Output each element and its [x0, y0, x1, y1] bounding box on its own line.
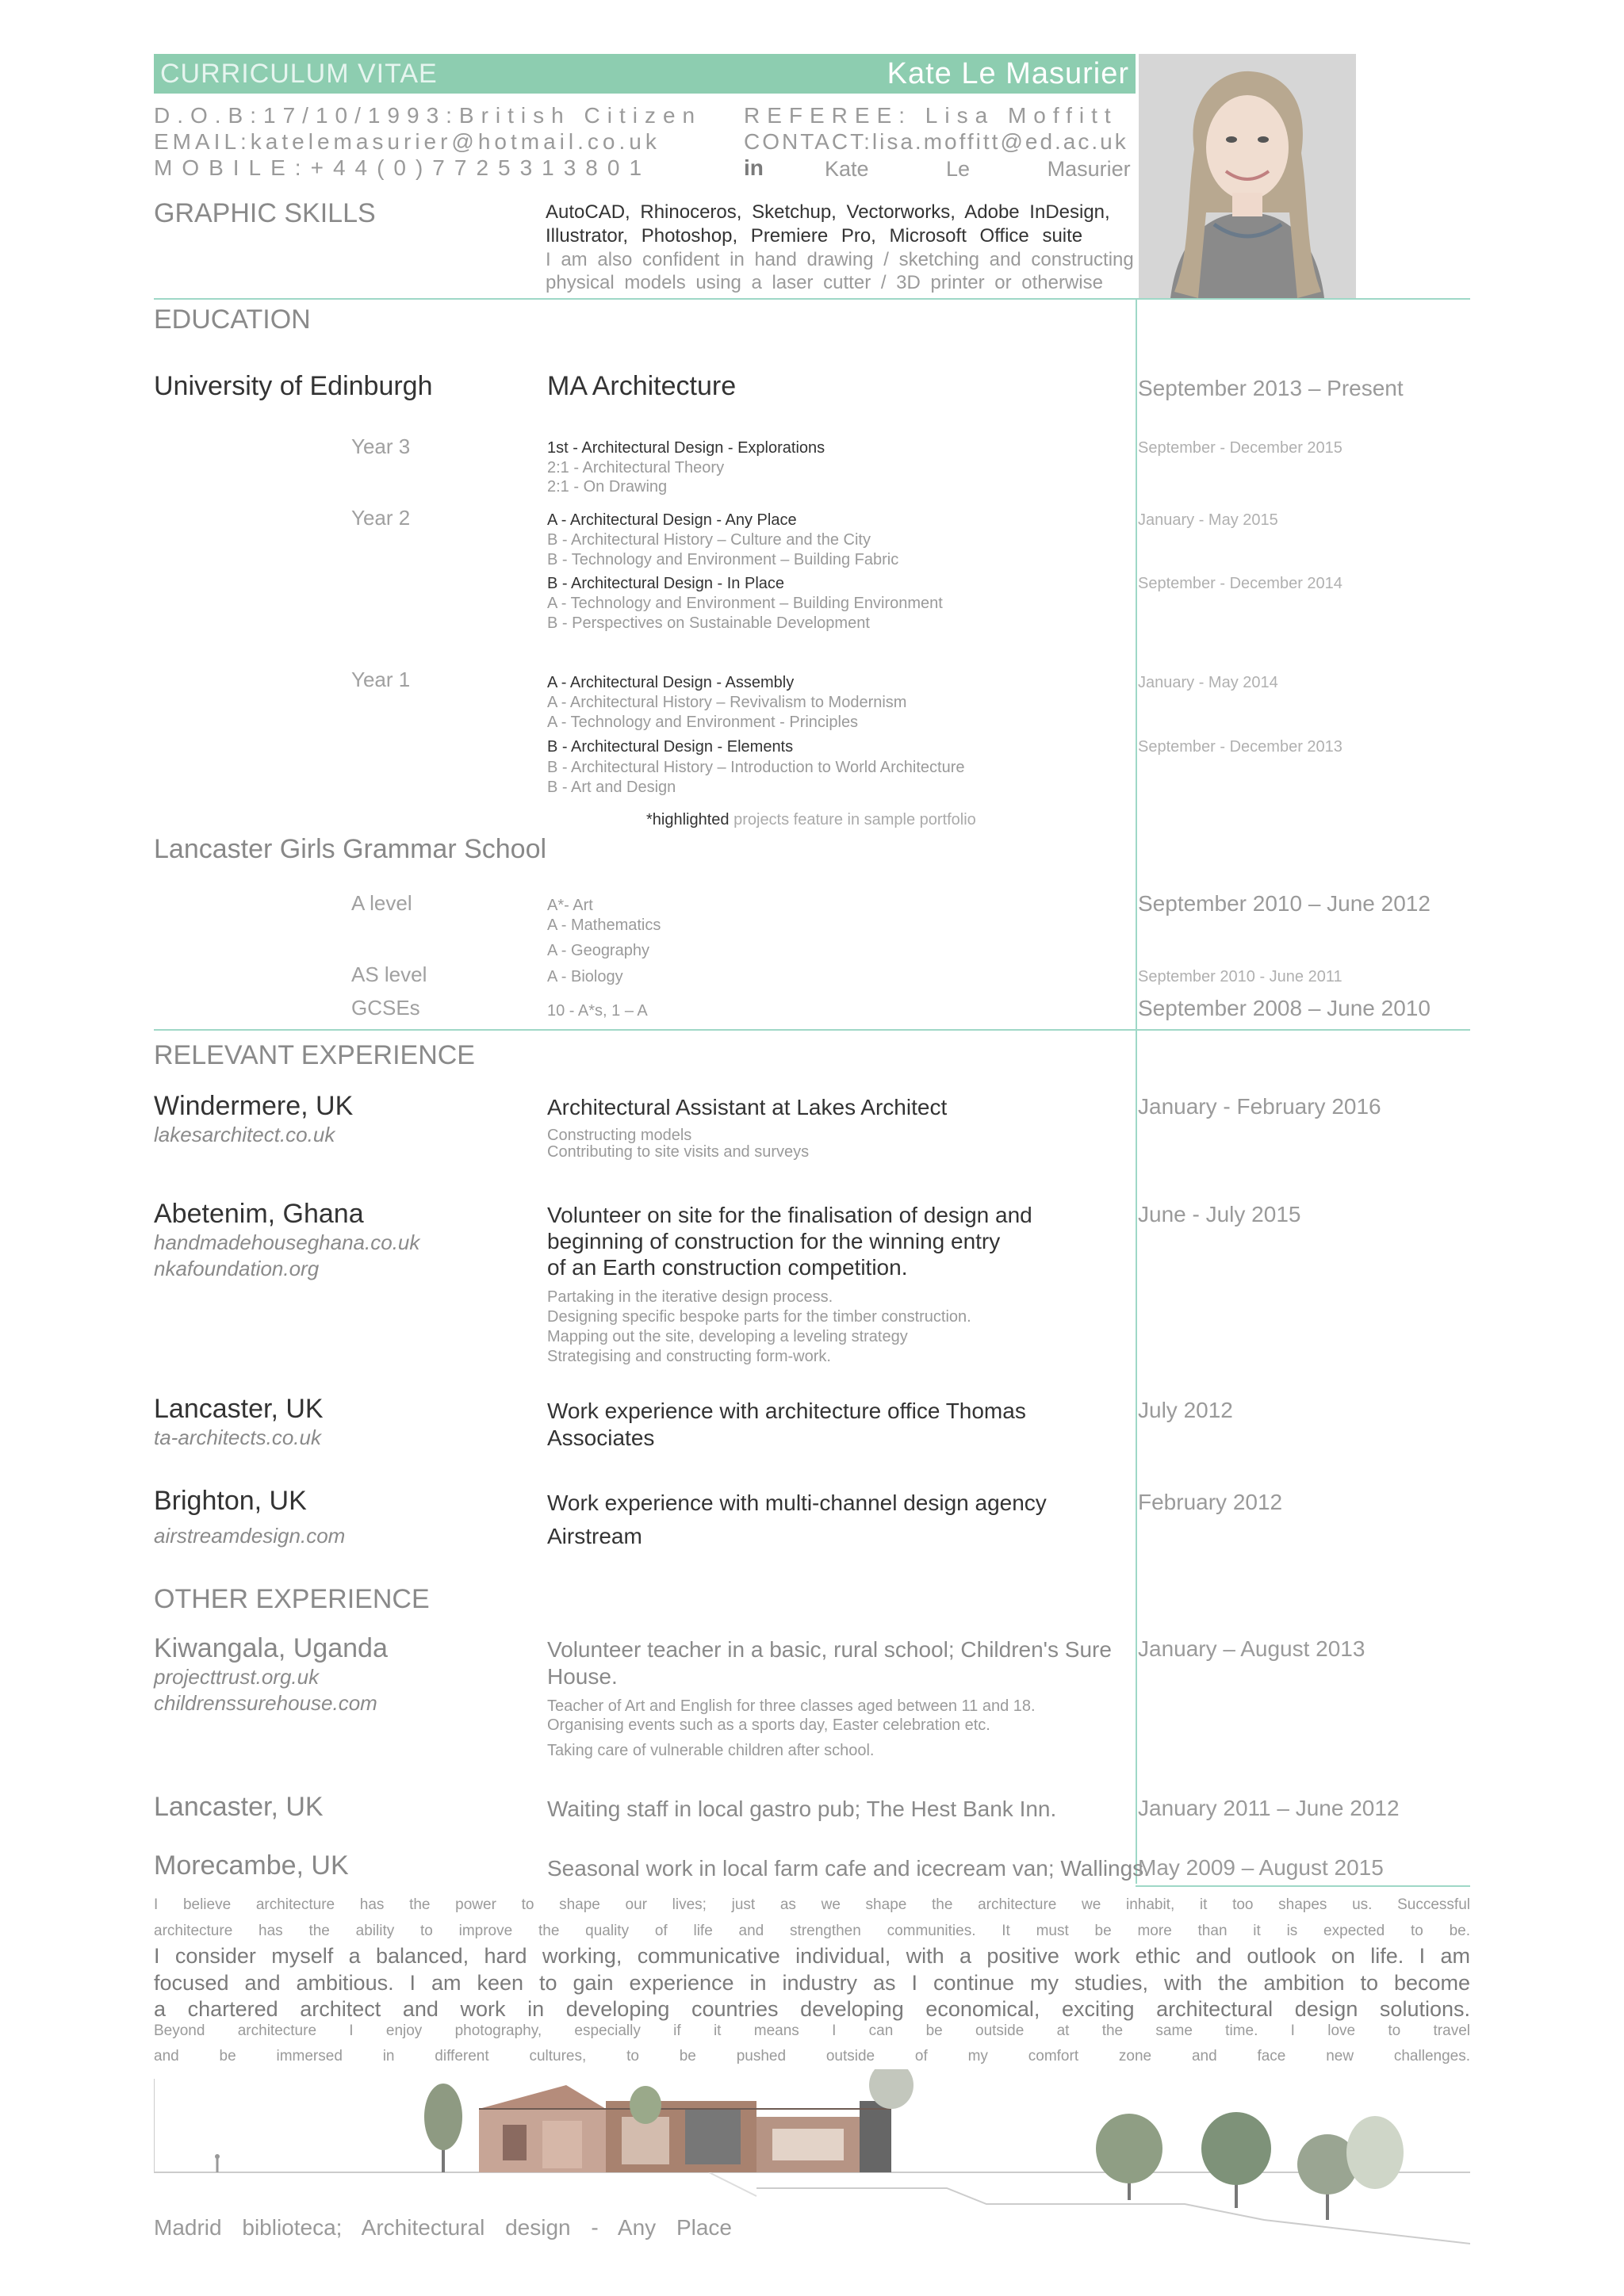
exp-3-website[interactable]: ta-architects.co.uk: [154, 1425, 321, 1449]
email-text: EMAIL:katelemasurier@hotmail.co.uk: [154, 129, 661, 154]
skills-line-1: AutoCAD, Rhinoceros, Sketchup, Vectorworks, Adobe InDesign,: [546, 201, 1110, 223]
y1-course-e: B - Architectural History – Introduction to World Architecture: [547, 759, 965, 776]
header-bar: [154, 54, 1136, 94]
other-heading: OTHER EXPERIENCE: [154, 1584, 430, 1614]
skills-line-3: I am also confident in hand drawing / sketching and constructing: [546, 249, 1134, 270]
other-1-website-1[interactable]: projecttrust.org.uk: [154, 1665, 320, 1689]
dob-text: D.O.B:17/10/1993:British Citizen: [154, 103, 703, 128]
other-1-place: Kiwangala, Uganda: [154, 1633, 388, 1663]
y2-course-a: A - Architectural Design - Any Place: [547, 511, 797, 529]
skills-line-4: physical models using a laser cutter / 3D printer or otherwise: [546, 272, 1103, 293]
other-1-role-1: Volunteer teacher in a basic, rural school; Children's Sure: [547, 1637, 1112, 1662]
exp-1-date: January - February 2016: [1138, 1094, 1381, 1119]
y1-date-2: September - December 2013: [1138, 738, 1342, 756]
exp-2-detail-1: Partaking in the iterative design process.: [547, 1288, 833, 1306]
exp-2-date: June - July 2015: [1138, 1202, 1301, 1226]
y3-course-a: 1st - Architectural Design - Explorations: [547, 439, 825, 457]
statement-line-6: Beyond architecture I enjoy photography, especially if it means I can be outside at the same time. I love to travel: [154, 2022, 1470, 2039]
other-1-role-2: House.: [547, 1664, 618, 1689]
portfolio-note: [646, 811, 976, 829]
referee-text: REFEREE: Lisa Moffitt: [744, 103, 1118, 128]
exp-3-role-1: Work experience with architecture office Thomas: [547, 1399, 1026, 1423]
exp-2-website-1[interactable]: handmadehouseghana.co.uk: [154, 1230, 420, 1254]
gcse-label: GCSEs: [351, 996, 420, 1020]
a-level-date: September 2010 – June 2012: [1138, 891, 1431, 916]
other-1-website-2[interactable]: childrenssurehouse.com: [154, 1691, 377, 1715]
contact-text: CONTACT:lisa.moffitt@ed.ac.uk: [744, 129, 1128, 154]
y2-course-d: B - Architectural Design - In Place: [547, 575, 785, 592]
divider-other: [1136, 1885, 1470, 1887]
y3-course-b: 2:1 - Architectural Theory: [547, 459, 725, 476]
a-level-label: A level: [351, 891, 412, 915]
exp-1-place: Windermere, UK: [154, 1091, 354, 1121]
other-2-role: Waiting staff in local gastro pub; The Hest Bank Inn.: [547, 1797, 1057, 1821]
experience-heading: RELEVANT EXPERIENCE: [154, 1040, 475, 1070]
as-level-date: September 2010 - June 2011: [1138, 968, 1342, 985]
exp-3-place: Lancaster, UK: [154, 1394, 324, 1424]
statement-line-4: focused and ambitious. I am keen to gain experience in industry as I continue my studies, with the ambition to become: [154, 1971, 1470, 1995]
y2-course-f: B - Perspectives on Sustainable Development: [547, 614, 870, 632]
y3-course-c: 2:1 - On Drawing: [547, 478, 668, 496]
other-3-place: Morecambe, UK: [154, 1850, 349, 1881]
drawing-caption: Madrid biblioteca; Architectural design - Any Place: [154, 2215, 732, 2240]
y3-date: September - December 2015: [1138, 439, 1342, 457]
year-2-label: Year 2: [351, 506, 411, 530]
exp-2-role-1: Volunteer on site for the finalisation of design and: [547, 1203, 1032, 1227]
other-2-place: Lancaster, UK: [154, 1792, 324, 1822]
other-3-date: May 2009 – August 2015: [1138, 1855, 1384, 1880]
degree-name: MA Architecture: [547, 371, 737, 401]
other-3-role: Seasonal work in local farm cafe and icecream van; Wallings.: [547, 1856, 1150, 1881]
exp-2-place: Abetenim, Ghana: [154, 1199, 364, 1229]
school-name: Lancaster Girls Grammar School: [154, 834, 547, 864]
y1-course-f: B - Art and Design: [547, 779, 676, 796]
university-name: University of Edinburgh: [154, 371, 433, 401]
as-level-grade: A - Biology: [547, 968, 623, 985]
exp-4-role-1: Work experience with multi-channel design agency: [547, 1490, 1047, 1515]
y2-date-1: January - May 2015: [1138, 511, 1278, 529]
a-level-grade-c: A - Geography: [547, 942, 649, 959]
linkedin-text[interactable]: Kate Le Masurier: [825, 157, 1131, 181]
y2-course-c: B - Technology and Environment – Building Fabric: [547, 551, 899, 568]
other-1-date: January – August 2013: [1138, 1636, 1365, 1661]
portfolio-note-rest: projects feature in sample portfolio: [729, 811, 976, 828]
exp-1-detail-2: Contributing to site visits and surveys: [547, 1143, 810, 1161]
mobile-text: MOBILE:+44(0)7725313801: [154, 155, 652, 180]
a-level-grade-a: A*- Art: [547, 897, 593, 914]
education-heading: EDUCATION: [154, 304, 311, 335]
profile-photo: [1139, 54, 1356, 298]
y1-course-b: A - Architectural History – Revivalism to Modernism: [547, 694, 907, 711]
y1-course-d: B - Architectural Design - Elements: [547, 738, 794, 756]
degree-date: September 2013 – Present: [1138, 376, 1404, 400]
divider-education: [154, 1029, 1470, 1031]
y1-course-a: A - Architectural Design - Assembly: [547, 674, 795, 691]
exp-1-detail-1: Constructing models: [547, 1127, 692, 1144]
gcse-grade: 10 - A*s, 1 – A: [547, 1002, 648, 1020]
year-3-label: Year 3: [351, 434, 411, 458]
name-title: Kate Le Masurier: [887, 57, 1129, 90]
exp-1-role: Architectural Assistant at Lakes Architect: [547, 1095, 948, 1119]
y2-course-e: A - Technology and Environment – Building Environment: [547, 595, 943, 612]
gcse-date: September 2008 – June 2010: [1138, 996, 1431, 1020]
skills-line-2: Illustrator, Photoshop, Premiere Pro, Microsoft Office suite: [546, 225, 1083, 247]
exp-4-date: February 2012: [1138, 1490, 1283, 1514]
statement-line-2: architecture has the ability to improve the quality of life and strengthen communities. It must be more than it is expected to be.: [154, 1923, 1470, 1939]
divider-skills: [154, 298, 1470, 300]
cv-title: CURRICULUM VITAE: [160, 59, 438, 89]
exp-3-role-2: Associates: [547, 1425, 655, 1450]
y1-date-1: January - May 2014: [1138, 674, 1278, 691]
y2-course-b: B - Architectural History – Culture and the City: [547, 531, 871, 549]
other-1-detail-3: Taking care of vulnerable children after school.: [547, 1742, 875, 1759]
other-1-detail-1: Teacher of Art and English for three classes aged between 11 and 18.: [547, 1697, 1036, 1715]
exp-2-role-3: of an Earth construction competition.: [547, 1255, 908, 1280]
statement-line-1: I believe architecture has the power to shape our lives; just as we shape the architecture we inhabit, it too shapes us. Successful: [154, 1896, 1470, 1913]
exp-2-detail-4: Strategising and constructing form-work.: [547, 1348, 831, 1365]
as-level-label: AS level: [351, 962, 427, 986]
exp-4-role-2: Airstream: [547, 1524, 642, 1548]
statement-line-7: and be immersed in different cultures, to be pushed outside of my comfort zone and face new challenges.: [154, 2048, 1470, 2064]
other-2-date: January 2011 – June 2012: [1138, 1796, 1400, 1820]
a-level-grade-b: A - Mathematics: [547, 916, 661, 934]
vertical-divider: [1136, 298, 1137, 1884]
year-1-label: Year 1: [351, 668, 411, 691]
exp-2-detail-3: Mapping out the site, developing a leveling strategy: [547, 1328, 908, 1345]
skills-heading: GRAPHIC SKILLS: [154, 198, 376, 228]
exp-3-date: July 2012: [1138, 1398, 1233, 1422]
statement-line-3: I consider myself a balanced, hard working, communicative individual, with a positive work ethic and outlook on life. I am: [154, 1944, 1470, 1968]
y2-date-2: September - December 2014: [1138, 575, 1342, 592]
portfolio-note-star: *highlighted: [646, 811, 730, 828]
exp-2-website-2[interactable]: nkafoundation.org: [154, 1257, 320, 1280]
exp-4-place: Brighton, UK: [154, 1486, 307, 1516]
linkedin-icon[interactable]: in: [744, 155, 764, 180]
exp-4-website[interactable]: airstreamdesign.com: [154, 1524, 346, 1548]
exp-2-detail-2: Designing specific bespoke parts for the timber construction.: [547, 1308, 971, 1326]
y1-course-c: A - Technology and Environment - Principles: [547, 714, 859, 731]
exp-1-website[interactable]: lakesarchitect.co.uk: [154, 1123, 335, 1146]
exp-2-role-2: beginning of construction for the winning entry: [547, 1229, 1001, 1253]
other-1-detail-2: Organising events such as a sports day, Easter celebration etc.: [547, 1716, 990, 1734]
statement-line-5: a chartered architect and work in developing countries developing economical, exciting architectural design solutions.: [154, 1997, 1470, 2021]
